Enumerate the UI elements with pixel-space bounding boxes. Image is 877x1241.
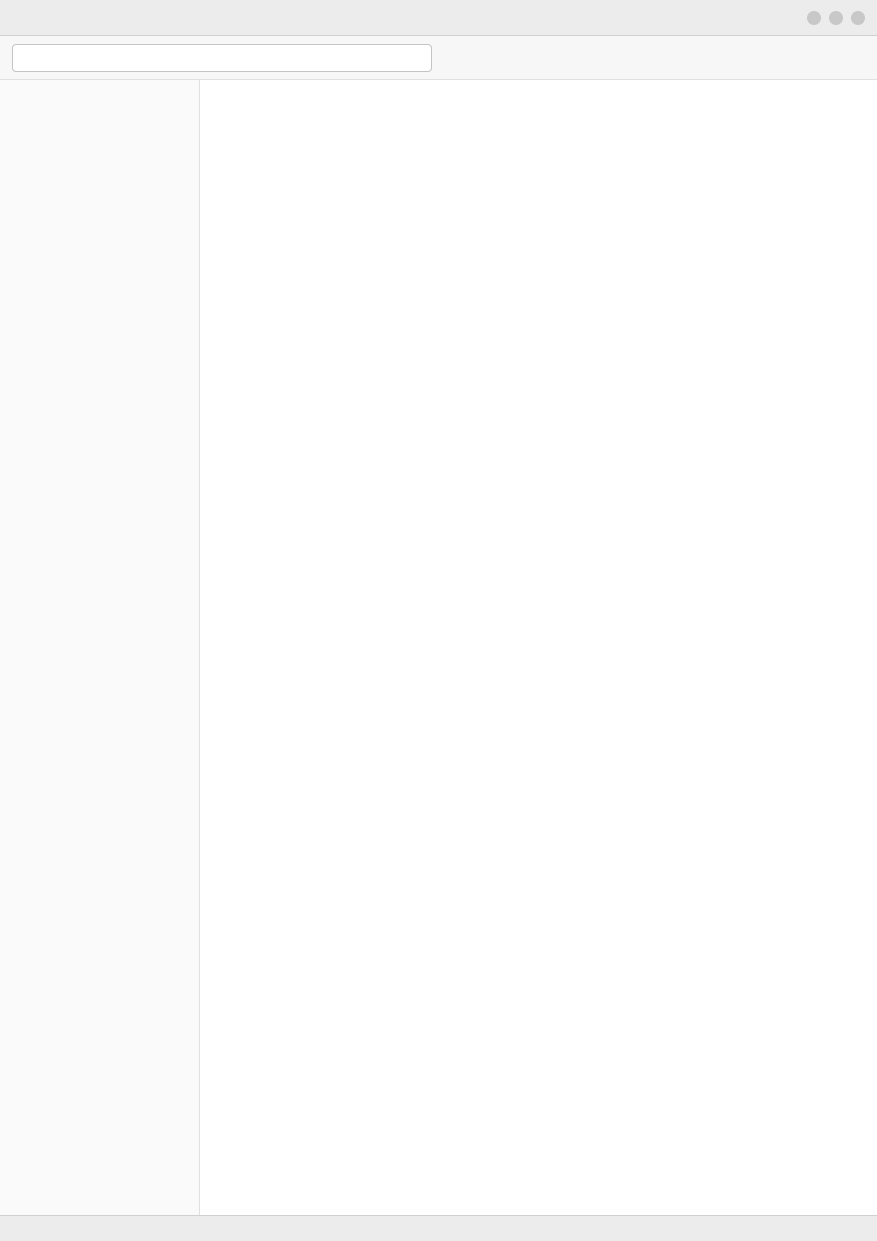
toolbar bbox=[0, 36, 877, 80]
main-content bbox=[200, 80, 877, 1215]
body-area bbox=[0, 80, 877, 1215]
title-bar bbox=[0, 0, 877, 36]
minimize-icon[interactable] bbox=[807, 11, 821, 25]
status-bar bbox=[0, 1215, 877, 1241]
window-controls bbox=[807, 11, 865, 25]
search-input[interactable] bbox=[12, 44, 432, 72]
sidebar bbox=[0, 80, 200, 1215]
close-icon[interactable] bbox=[851, 11, 865, 25]
maximize-icon[interactable] bbox=[829, 11, 843, 25]
